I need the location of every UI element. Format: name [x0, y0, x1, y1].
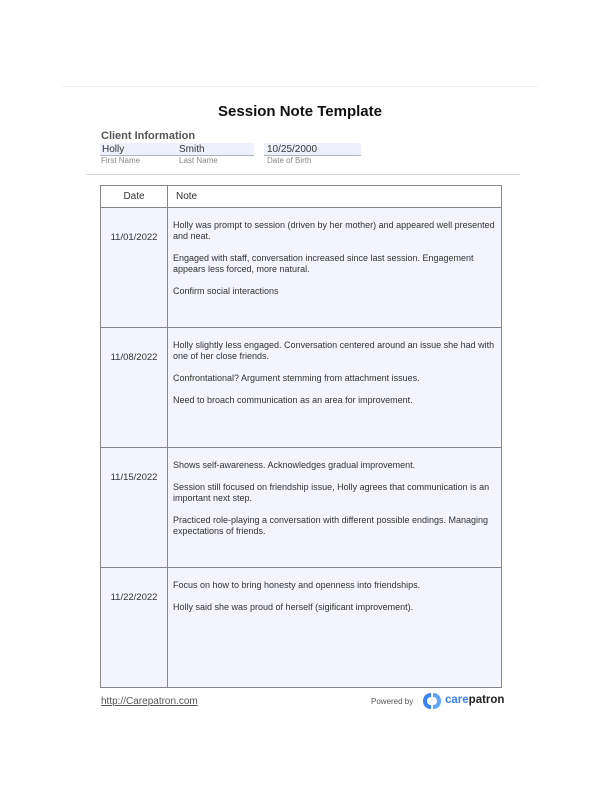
table-row: [101, 208, 502, 328]
note-cell: [168, 448, 502, 568]
last-name-value: Smith: [179, 144, 205, 155]
name-field-row: [100, 143, 254, 156]
carepatron-link[interactable]: http://Carepatron.com: [101, 696, 198, 707]
note-paragraph: Confrontational? Argument stemming from attachment issues.: [173, 373, 420, 383]
note-paragraph: Holly slightly less engaged. Conversation centered around an issue she had with one of her close friends.: [173, 340, 495, 361]
note-column-header: Note: [168, 186, 502, 208]
note-paragraph: Need to broach communication as an area for improvement.: [173, 395, 413, 405]
session-date: 11/22/2022: [110, 591, 158, 603]
date-cell: [101, 208, 168, 328]
last-name-label: Last Name: [179, 156, 218, 165]
carepatron-logo-icon: [422, 692, 442, 710]
dob-field: [264, 143, 361, 156]
dob-label: Date of Birth: [267, 156, 312, 165]
note-cell: [168, 328, 502, 448]
client-info-heading: Client Information: [101, 130, 196, 142]
session-notes-table: [100, 185, 502, 688]
date-cell: [101, 568, 168, 688]
note-paragraph: Practiced role-playing a conversation with different possible endings. Managing expectations of friends.: [173, 515, 489, 536]
table-row: [101, 568, 502, 688]
note-paragraph: Holly said she was proud of herself (sigificant improvement).: [173, 602, 414, 612]
session-date: 11/08/2022: [110, 351, 158, 363]
top-divider: [62, 86, 538, 87]
first-name-label: First Name: [101, 156, 141, 165]
note-cell: [168, 568, 502, 688]
note-paragraph: Shows self-awareness. Acknowledges gradual improvement.: [173, 460, 416, 470]
powered-by-label: Powered by: [371, 697, 414, 706]
note-paragraph: Confirm social interactions: [173, 286, 279, 296]
date-column-header: Date: [101, 186, 168, 208]
table-row: [101, 448, 502, 568]
session-date: 11/01/2022: [110, 231, 158, 243]
note-paragraph: Holly was prompt to session (driven by her mother) and appeared well presented and neat.: [173, 220, 495, 241]
section-divider: [86, 174, 520, 175]
first-name-value: Holly: [102, 144, 125, 155]
note-paragraph: Session still focused on friendship issue, Holly agrees that communication is an important next step.: [173, 482, 490, 503]
session-date: 11/15/2022: [110, 471, 158, 483]
date-cell: [101, 448, 168, 568]
note-paragraph: Focus on how to bring honesty and openness into friendships.: [173, 580, 421, 590]
brand-suffix: patron: [468, 694, 505, 706]
dob-value: 10/25/2000: [267, 144, 318, 155]
table-header-row: [101, 186, 502, 208]
note-cell: [168, 208, 502, 328]
brand-prefix: care: [445, 694, 469, 706]
date-cell: [101, 328, 168, 448]
page-title: Session Note Template: [218, 103, 382, 120]
note-paragraph: Engaged with staff, conversation increased since last session. Engagement appears less forced, more natural.: [173, 253, 474, 274]
table-row: [101, 328, 502, 448]
carepatron-wordmark: [445, 694, 504, 706]
